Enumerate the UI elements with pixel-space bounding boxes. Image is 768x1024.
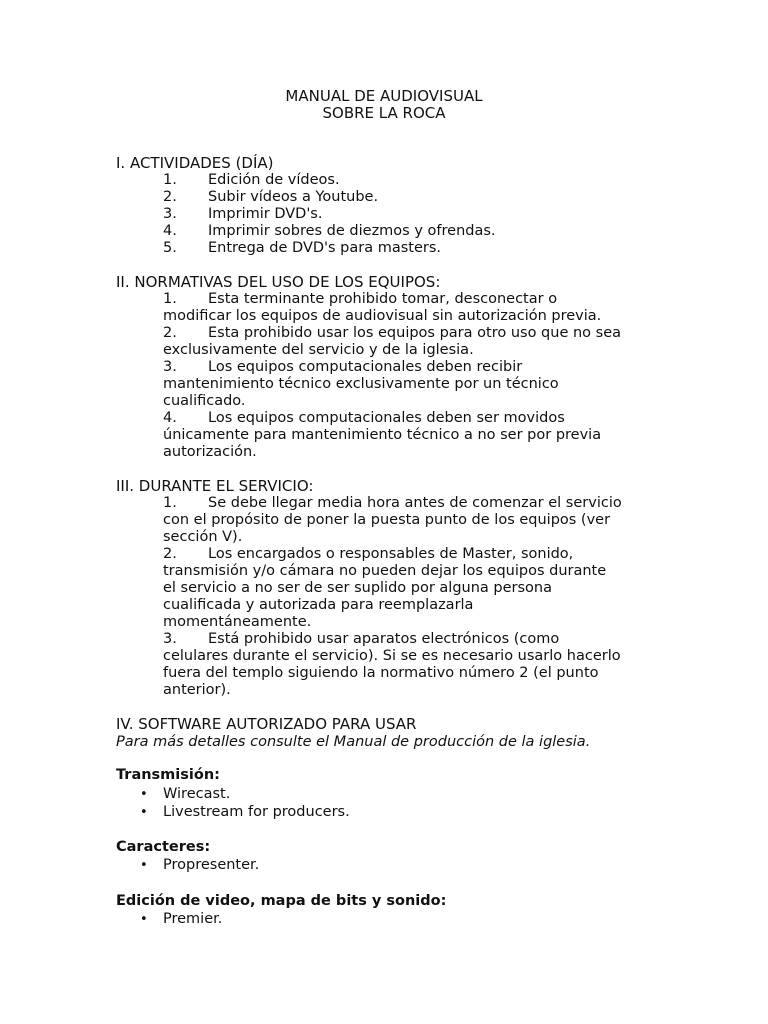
paragraph-number: 2.	[163, 325, 177, 341]
paragraph-line: Los equipos computacionales deben ser movidos	[208, 410, 565, 426]
numbered-paragraph	[163, 291, 663, 325]
paragraph-line: fuera del templo siguiendo la normativo número 2 (el punto	[163, 665, 599, 681]
paragraph-line: modificar los equipos de audiovisual sin autorización previa.	[163, 308, 602, 324]
paragraph-line: momentáneamente.	[163, 614, 312, 630]
paragraph-line: sección V).	[163, 529, 243, 545]
paragraph-line: Esta terminante prohibido tomar, desconectar o	[208, 291, 558, 307]
subheading-transmision: Transmisión:	[116, 767, 220, 783]
paragraph-line: Está prohibido usar aparatos electrónicos (como	[208, 631, 560, 647]
paragraph-line: mantenimiento técnico exclusivamente por un técnico	[163, 376, 559, 392]
bullet-icon: •	[140, 858, 148, 873]
numbered-paragraph	[163, 546, 663, 631]
paragraph-line: Esta prohibido usar los equipos para otro uso que no sea	[208, 325, 622, 341]
paragraph-line: únicamente para mantenimiento técnico a no ser por previa	[163, 427, 602, 443]
numbered-paragraph	[163, 325, 663, 359]
paragraph-number: 3.	[163, 359, 177, 375]
bullet-icon: •	[140, 805, 148, 820]
paragraph-number: 1.	[163, 495, 177, 511]
paragraph-number: 4.	[163, 410, 177, 426]
list-item-text: Entrega de DVD's para masters.	[208, 240, 442, 256]
numbered-paragraph	[163, 359, 663, 410]
list-item-number: 2.	[163, 189, 177, 205]
document-subtitle: SOBRE LA ROCA	[322, 104, 446, 122]
list-item-number: 3.	[163, 206, 177, 222]
numbered-paragraph	[163, 631, 663, 699]
paragraph-line: transmisión y/o cámara no pueden dejar los equipos durante	[163, 563, 607, 579]
paragraph-line: Los encargados o responsables de Master, sonido,	[208, 546, 574, 562]
list-item-number: 1.	[163, 172, 177, 188]
list-item-number: 5.	[163, 240, 177, 256]
subheading-caracteres: Caracteres:	[116, 839, 211, 855]
list-item-text: Livestream for producers.	[163, 804, 350, 820]
list-item-text: Imprimir sobres de diezmos y ofrendas.	[208, 223, 496, 239]
paragraph-line: anterior).	[163, 682, 231, 698]
paragraph-number: 2.	[163, 546, 177, 562]
numbered-paragraph	[163, 410, 663, 461]
numbered-paragraph	[163, 495, 663, 546]
list-item-text: Imprimir DVD's.	[208, 206, 323, 222]
paragraph-line: cualificada y autorizada para reemplazarla	[163, 597, 474, 613]
paragraph-number: 3.	[163, 631, 177, 647]
paragraph-line: celulares durante el servicio). Si se es necesario usarlo hacerlo	[163, 648, 621, 664]
list-item-text: Edición de vídeos.	[208, 172, 340, 188]
section-heading-normativas: II. NORMATIVAS DEL USO DE LOS EQUIPOS:	[116, 273, 441, 291]
subheading-edicion: Edición de video, mapa de bits y sonido:	[116, 893, 447, 909]
list-item-text: Wirecast.	[163, 786, 231, 802]
paragraph-number: 1.	[163, 291, 177, 307]
bullet-icon: •	[140, 787, 148, 802]
paragraph-line: exclusivamente del servicio y de la iglesia.	[163, 342, 474, 358]
section-heading-servicio: III. DURANTE EL SERVICIO:	[116, 477, 314, 495]
paragraph-line: Se debe llegar media hora antes de comenzar el servicio	[208, 495, 622, 511]
paragraph-line: cualificado.	[163, 393, 246, 409]
section-note: Para más detalles consulte el Manual de producción de la iglesia.	[116, 734, 591, 750]
list-item-text: Premier.	[163, 911, 223, 927]
list-item-text: Subir vídeos a Youtube.	[208, 189, 379, 205]
list-item-number: 4.	[163, 223, 177, 239]
bullet-icon: •	[140, 912, 148, 927]
paragraph-line: con el propósito de poner la puesta punto de los equipos (ver	[163, 512, 611, 528]
paragraph-line: autorización.	[163, 444, 257, 460]
section-heading-actividades: I. ACTIVIDADES (DÍA)	[116, 154, 274, 172]
document-title: MANUAL DE AUDIOVISUAL	[285, 87, 483, 105]
list-item-text: Propresenter.	[163, 857, 260, 873]
section-heading-software: IV. SOFTWARE AUTORIZADO PARA USAR	[116, 715, 417, 733]
paragraph-line: Los equipos computacionales deben recibir	[208, 359, 523, 375]
paragraph-line: el servicio a no ser de ser suplido por alguna persona	[163, 580, 552, 596]
